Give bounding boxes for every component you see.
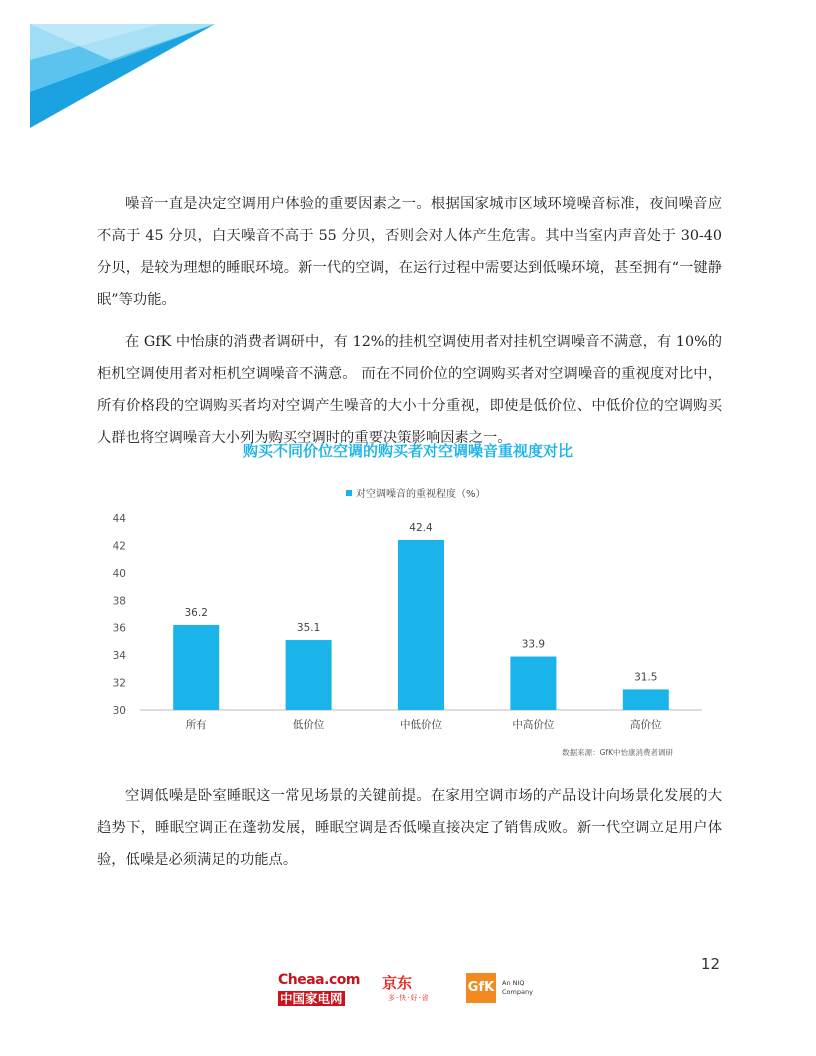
y-tick-label: 34: [112, 650, 126, 663]
legend-label: 对空调噪音的重视程度（%）: [356, 489, 486, 500]
jd-logo: [382, 974, 442, 1004]
gfk-logo-box: GfK: [466, 973, 496, 1003]
gfk-logo-line2: Company: [502, 988, 533, 996]
source-note: 数据来源：GfK中怡康消费者调研: [562, 748, 673, 757]
x-tick-label: 中低价位: [400, 719, 442, 731]
y-tick-label: 36: [112, 622, 126, 635]
y-tick-label: 30: [112, 705, 126, 717]
corner-decoration: [0, 0, 240, 140]
bar: [173, 625, 219, 710]
bar: [510, 657, 556, 710]
x-tick-label: 高价位: [630, 719, 662, 731]
y-tick-label: 32: [112, 677, 126, 690]
gfk-logo-caption: [502, 979, 533, 997]
x-tick-label: 所有: [185, 719, 207, 731]
bar-value-label: 35.1: [296, 622, 321, 635]
cheaa-logo-text: Cheaa.com: [278, 972, 360, 988]
bar: [623, 689, 669, 710]
paragraph-survey: 在 GfK 中怡康的消费者调研中，有 12%的挂机空调使用者对挂机空调噪音不满意，有 10%的柜机空调使用者对柜机空调噪音不满意。 而在不同价位的空调购买者对空调噪音的重视度对比中，所有价格段的空调购买者均对空调产生噪音的大小十分重视，即使是低价位、中低价位的空调购买人群也将空调噪音大小列为购买空调时的重要决策影响因素之一。: [97, 334, 722, 446]
page-number: 12: [700, 955, 720, 973]
cheaa-logo-subtext: 中国家电网: [280, 991, 343, 1006]
cheaa-logo: [278, 972, 360, 1007]
bar: [398, 540, 444, 710]
gfk-logo-line1: An NIQ: [502, 979, 525, 987]
bar: [286, 640, 332, 710]
y-tick-label: 42: [112, 540, 126, 553]
footer-logos: [278, 972, 558, 1012]
bar-value-label: 33.9: [521, 638, 546, 651]
legend-swatch: [346, 490, 352, 496]
x-tick-label: 中高价位: [512, 719, 555, 731]
bar-value-label: 31.5: [634, 671, 658, 684]
bar-value-label: 42.4: [409, 521, 433, 534]
bar-chart: [100, 478, 720, 768]
bar-value-label: 36.2: [184, 606, 208, 619]
paragraph-sleep: 空调低噪是卧室睡眠这一常见场景的关键前提。在家用空调市场的产品设计向场景化发展的大趋势下，睡眠空调正在蓬勃发展，睡眠空调是否低噪直接决定了销售成败。新一代空调立足用户体验，低噪是必须满足的功能点。: [97, 788, 722, 868]
y-tick-label: 40: [112, 567, 126, 580]
jd-logo-text: 京东: [382, 974, 413, 992]
x-tick-label: 低价位: [292, 719, 325, 731]
y-tick-label: 44: [112, 513, 126, 525]
y-tick-label: 38: [112, 595, 126, 608]
paragraph-noise-standard: 噪音一直是决定空调用户体验的重要因素之一。根据国家城市区域环境噪音标准，夜间噪音应不高于 45 分贝，白天噪音不高于 55 分贝，否则会对人体产生危害。其中当室内声音处于 30-40 分贝，是较为理想的睡眠环境。新一代的空调，在运行过程中需要达到低噪环境，甚至拥有“一键静眠”等功能。: [97, 196, 722, 308]
chart-title: 购买不同价位空调的购买者对空调噪音重视度对比: [242, 442, 573, 460]
jd-logo-slogan: 多·快·好·省: [388, 994, 430, 1002]
